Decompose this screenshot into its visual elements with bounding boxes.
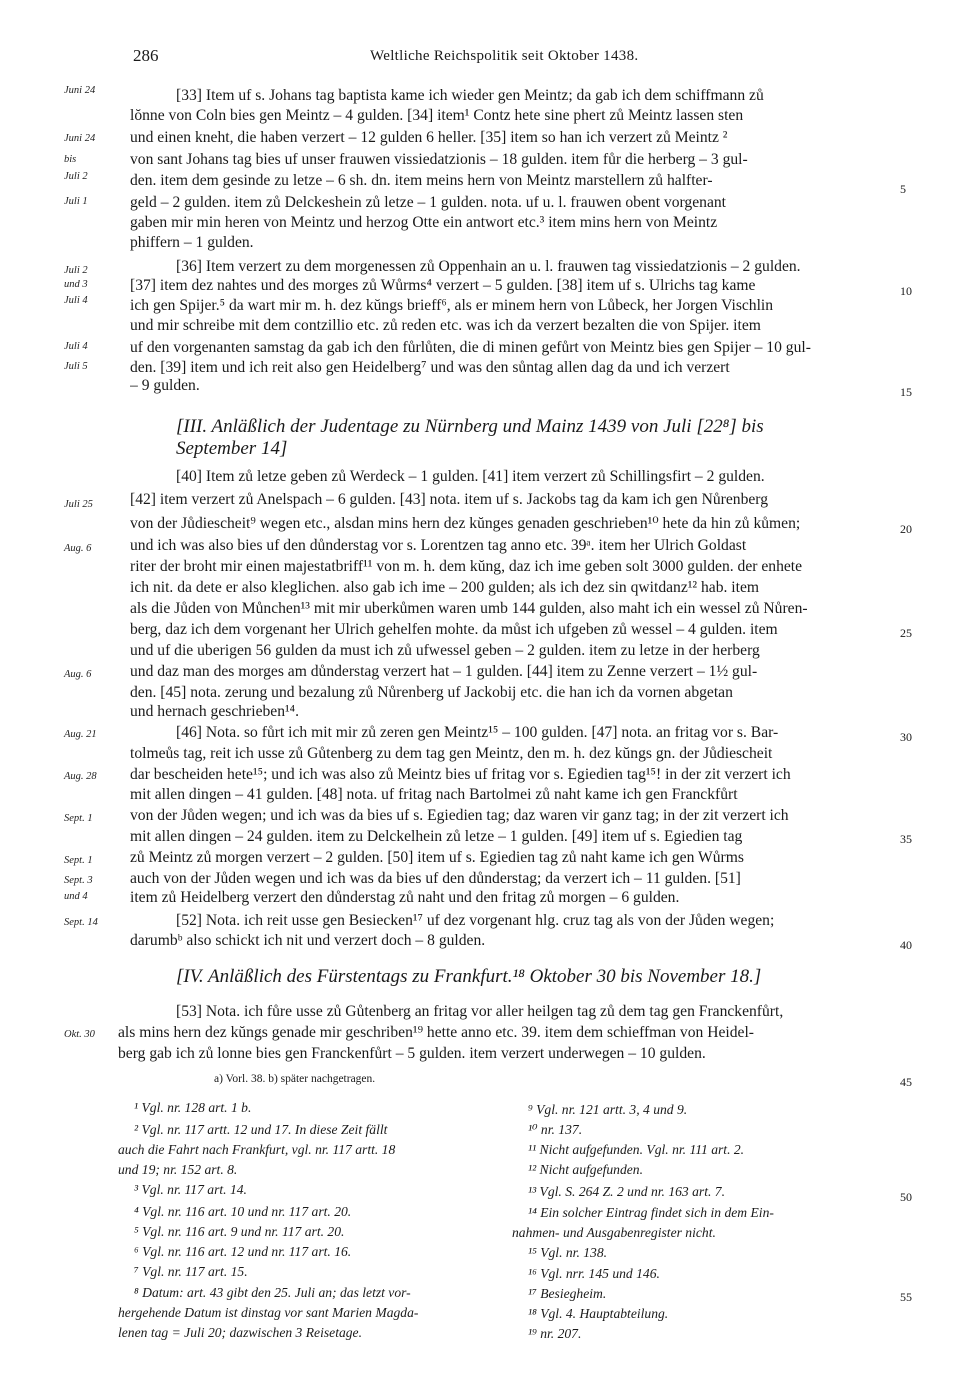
body-line: von der Jůden wegen; und ich was da bies uf s. Egiedien tag; daz waren vir ganz tag; in der zit verzert ich <box>130 807 789 824</box>
section-heading-iii-continued: September 14] <box>176 438 288 459</box>
line-number: 15 <box>900 385 912 399</box>
body-line: berg, daz ich dem vorgenant her Ulrich gehelfen mohte. da můst ich ufgeben zů wessel – 4 gulden. item <box>130 621 778 638</box>
body-line: von der Jůdiescheit⁹ wegen etc., alsdan mins hern dez kŭnges genaden geschrieben¹⁰ hete da hin zů kůmen; <box>130 515 801 532</box>
body-line: mit allen dingen – 24 gulden. item zu Delckelhein zů letze – 1 gulden. [49] item uf s. Egiedien tag <box>130 828 743 845</box>
body-line: dar bescheiden hete¹⁵; und ich was also zů Meintz bies uf fritag vor s. Egiedien tag¹⁵! in der zit verzert ich <box>130 766 791 783</box>
body-line: von sant Johans tag bies uf unser frauwen vissiedatzionis – 18 gulden. item fůr die herberg – 3 gul- <box>130 151 748 168</box>
margin-date: Okt. 30 <box>64 1029 95 1040</box>
textual-notes: a) Vorl. 38. b) später nachgetragen. <box>214 1073 376 1085</box>
footnote: ³ Vgl. nr. 117 art. 14. <box>134 1182 247 1197</box>
body-line: und daz man des morges am důnderstag verzert hat – 1 gulden. [44] item zu Zenne verzert – 1½ gul- <box>130 663 758 680</box>
footnote: ⁹ Vgl. nr. 121 artt. 3, 4 und 9. <box>528 1102 688 1117</box>
body-line: uf den vorgenanten samstag da gab ich den fůrlůten, die di minen gefůrt von Meintz bies gen Spijer – 10 gul- <box>130 339 811 356</box>
line-number: 25 <box>900 626 912 640</box>
body-line: berg gab ich zů lonne bies gen Franckenfůrt – 5 gulden. item verzert underwegen – 10 gulden. <box>118 1045 706 1062</box>
body-line: tolmeůs tag, reit ich usse zů Gůtenberg zu dem tag gen Meintz, den m. h. dez kŭngs gn. der Jůdiescheit <box>130 745 773 762</box>
margin-date: und 3 <box>64 279 88 290</box>
body-line: item zů Heidelberg verzert den důnderstag zů naht und den fritag zů morgen – 6 gulden. <box>130 889 680 906</box>
body-line: [42] item verzert zů Anelspach – 6 gulden. [43] nota. item uf s. Jackobs tag da kam ich gen Nůrenberg <box>130 491 768 508</box>
body-line: riter der broht mir einen majestatbriff¹¹ von m. h. dem kŭng, daz ich ime geben solt 3000 gulden. der enhete <box>130 558 803 575</box>
footnote: ⁸ Datum: art. 43 gibt den 25. Juli an; das letzt vor- <box>134 1285 411 1300</box>
body-line: [46] Nota. so fůrt ich mit mir zů zeren gen Meintz¹⁵ – 100 gulden. [47] nota. an fritag vor s. Bar- <box>176 724 779 741</box>
body-line: und einen kneht, die haben verzert – 12 gulden 6 heller. [35] item so han ich verzert zů Meintz ² <box>130 129 728 146</box>
footnote: und 19; nr. 152 art. 8. <box>118 1162 238 1177</box>
line-number: 10 <box>900 284 912 298</box>
body-line: zů Meintz zů morgen verzert – 2 gulden. [50] item uf s. Egiedien tag zů naht kame ich gen Wůrms <box>130 849 744 866</box>
line-number: 50 <box>900 1190 912 1204</box>
margin-date: Sept. 14 <box>64 917 98 928</box>
footnote: ¹³ Vgl. S. 264 Z. 2 und nr. 163 art. 7. <box>528 1184 725 1199</box>
running-title: Weltliche Reichspolitik seit Oktober 1438. <box>370 48 639 64</box>
margin-date: Sept. 1 <box>64 855 93 866</box>
margin-date: Aug. 21 <box>64 729 97 740</box>
body-line: den. item dem gesinde zu letze – 6 sh. dn. item meins hern von Meintz marstellern zů halfter- <box>130 172 713 189</box>
footnote: ¹⁷ Besiegheim. <box>528 1286 607 1301</box>
footnote: ¹⁰ nr. 137. <box>528 1122 583 1137</box>
body-line: geld – 2 gulden. item zů Delckeshein zů letze – 1 gulden. nota. uf u. l. frauwen obent vorgenant <box>130 194 726 211</box>
margin-date: Juli 1 <box>64 196 88 207</box>
body-line: phiffern – 1 gulden. <box>130 234 254 251</box>
body-line: [53] Nota. ich fůre usse zů Gůtenberg an fritag vor aller heilgen tag zů dem tag gen Franckenfůrt, <box>176 1003 784 1020</box>
line-number: 40 <box>900 938 912 952</box>
footnote: ¹⁵ Vgl. nr. 138. <box>528 1245 608 1260</box>
footnote: lenen tag = Juli 20; dazwischen 3 Reisetage. <box>118 1325 362 1340</box>
body-line: und ich was also bies uf den důnderstag vor s. Lorentzen tag anno etc. 39ᵃ. item her Ulrich Goldast <box>130 537 747 554</box>
footnote: ¹⁸ Vgl. 4. Hauptabteilung. <box>528 1306 669 1321</box>
body-line: [40] Item zů letze geben zů Werdeck – 1 gulden. [41] item verzert zů Schillingsfirt – 2 gulden. <box>176 468 765 485</box>
footnote: ² Vgl. nr. 117 artt. 12 und 17. In diese Zeit fällt <box>134 1122 388 1137</box>
footnote: ⁵ Vgl. nr. 116 art. 9 und nr. 117 art. 20. <box>134 1224 345 1239</box>
margin-date: Juli 2 <box>64 265 88 276</box>
body-line: ich nit. da dete er also kleglichen. also gab ich ime – 200 gulden; als ich dez sin qwitdanz¹² hab. item <box>130 579 760 596</box>
line-number: 20 <box>900 522 912 536</box>
margin-date: Aug. 6 <box>64 669 92 680</box>
margin-date: bis <box>64 154 77 165</box>
line-number: 5 <box>900 182 906 196</box>
body-line: mit allen dingen – 41 gulden. [48] nota. uf fritag nach Bartolmei zů naht kame ich gen Franckfůrt <box>130 786 738 803</box>
footnote: ¹⁶ Vgl. nrr. 145 und 146. <box>528 1266 660 1281</box>
margin-date: Juli 25 <box>64 499 93 510</box>
margin-date: Juni 24 <box>64 85 96 96</box>
body-line: [52] Nota. ich reit usse gen Besiecken¹⁷ uf dez vorgenant hlg. cruz tag als von der Jůden wegen; <box>176 912 775 929</box>
footnote: ¹⁹ nr. 207. <box>528 1326 582 1341</box>
body-line: – 9 gulden. <box>130 377 200 394</box>
section-heading-iii: [III. Anläßlich der Judentage zu Nürnberg und Mainz 1439 von Juli [22⁸] bis <box>176 416 764 437</box>
footnote: ¹¹ Nicht aufgefunden. Vgl. nr. 111 art. 2. <box>528 1142 745 1157</box>
line-number: 35 <box>900 832 912 846</box>
footnote: ¹ Vgl. nr. 128 art. 1 b. <box>134 1100 252 1115</box>
body-line: auch von der Jůden wegen und ich was da bies uf den důnderstag; da verzert ich – 11 gulden. [51] <box>130 870 741 887</box>
body-line: und uf die uberigen 56 gulden da must ich zů ufwessel geben – 2 gulden. item zu letze in der herberg <box>130 642 760 659</box>
footnote: ¹² Nicht aufgefunden. <box>528 1162 643 1177</box>
body-line: ich gen Spijer.⁵ da wart mir m. h. dez kŭngs brieff⁶, als er minem hern von Lůbeck, her Jorgen Vischlin <box>130 297 774 314</box>
footnote: auch die Fahrt nach Frankfurt, vgl. nr. 117 artt. 18 <box>118 1142 396 1157</box>
line-number: 45 <box>900 1075 912 1089</box>
footnote: ⁶ Vgl. nr. 116 art. 12 und nr. 117 art. 16. <box>134 1244 352 1259</box>
body-line: und mir schreibe mit dem contzillio etc. zů reden etc. was ich da verzert bezalten die von Spijer. item <box>130 317 761 334</box>
body-line: [36] Item verzert zu dem morgenessen zů Oppenhain an u. l. frauwen tag vissiedatzionis – 2 gulden. <box>176 258 801 275</box>
body-line: gaben mir min heren von Meintz und herzog Otte ein antwort etc.³ item mins hern von Meintz <box>130 214 718 231</box>
margin-date: Juli 2 <box>64 171 88 182</box>
footnote: ¹⁴ Ein solcher Eintrag findet sich in dem Ein- <box>528 1205 774 1220</box>
body-line: den. [39] item und ich reit also gen Heidelberg⁷ und was den sůntag allen dag da und ich verzert <box>130 359 730 376</box>
body-line: als mins hern dez kŭngs genade mir geschriben¹⁹ hette anno etc. 39. item dem schieffman von Heidel- <box>118 1024 754 1041</box>
margin-date: und 4 <box>64 891 88 902</box>
margin-date: Juli 4 <box>64 295 88 306</box>
body-line: und hernach geschrieben¹⁴. <box>130 703 300 720</box>
margin-date: Juli 4 <box>64 341 88 352</box>
margin-date: Juni 24 <box>64 133 96 144</box>
footnote: ⁷ Vgl. nr. 117 art. 15. <box>134 1264 248 1279</box>
footnote: hergehende Datum ist dinstag vor sant Marien Magda- <box>118 1305 419 1320</box>
margin-date: Aug. 28 <box>64 771 97 782</box>
section-heading-iv: [IV. Anläßlich des Fürstentags zu Frankfurt.¹⁸ Oktober 30 bis November 18.] <box>176 966 762 987</box>
body-line: lŏnne von Coln bies gen Meintz – 4 gulden. [34] item¹ Contz hete sine phert zů Meintz lassen sten <box>130 107 744 124</box>
margin-date: Aug. 6 <box>64 543 92 554</box>
body-line: als die Jůden von Můnchen¹³ mit mir uberkůmen waren umb 144 gulden, also maht ich ein wessel zů Nůren- <box>130 600 808 617</box>
margin-date: Sept. 3 <box>64 875 93 886</box>
body-line: [33] Item uf s. Johans tag baptista kame ich wieder gen Meintz; da gab ich dem schiffmann zů <box>176 87 764 104</box>
line-number: 55 <box>900 1290 912 1304</box>
footnote: nahmen- und Ausgabenregister nicht. <box>512 1225 716 1240</box>
body-line: den. [45] nota. zerung und bezalung zů Nůrenberg uf Jackobij etc. die han ich da vornen abgetan <box>130 684 733 701</box>
page-number: 286 <box>133 46 159 65</box>
margin-date: Sept. 1 <box>64 813 93 824</box>
body-line: [37] item dez nahtes und des morges zů Wůrms⁴ verzert – 5 gulden. [38] item uf s. Ulrichs tag kame <box>130 277 756 294</box>
line-number: 30 <box>900 730 912 744</box>
body-line: darumbᵇ also schickt ich nit und verzert doch – 8 gulden. <box>130 932 486 949</box>
margin-date: Juli 5 <box>64 361 88 372</box>
footnote: ⁴ Vgl. nr. 116 art. 10 und nr. 117 art. 20. <box>134 1204 352 1219</box>
